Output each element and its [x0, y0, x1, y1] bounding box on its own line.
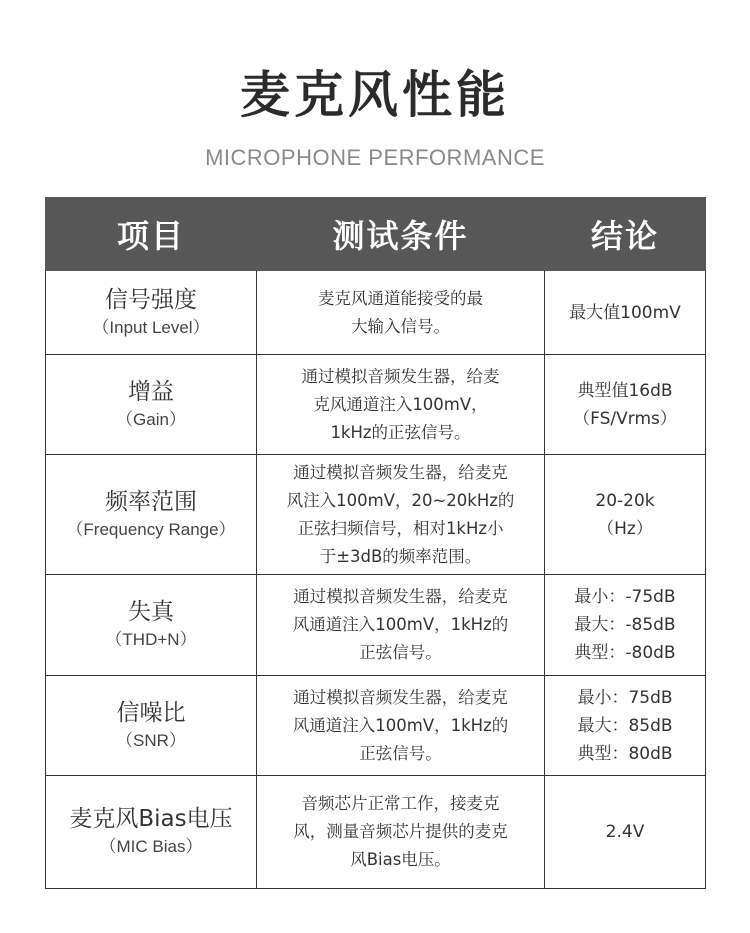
result-line: （FS/Vrms）: [573, 408, 677, 429]
condition-line: 通过模拟音频发生器，给麦克: [293, 587, 508, 606]
condition-cell: [257, 355, 545, 455]
item-en-name: （SNR）: [116, 730, 186, 750]
item-name: 频率范围: [105, 488, 197, 515]
table-row: [46, 776, 706, 889]
table-row: [46, 575, 706, 676]
item-cell: [46, 271, 257, 355]
item-name: 增益: [128, 378, 174, 405]
item-en-name: （Input Level）: [92, 317, 210, 337]
result-line: 2.4V: [605, 822, 645, 842]
result-line: 典型值16dB: [577, 380, 673, 401]
condition-line: 风注入100mV，20~20kHz的: [286, 490, 515, 510]
condition-line: 通过模拟音频发生器，给麦: [301, 366, 500, 386]
condition-cell: [257, 676, 545, 776]
condition-line: 正弦信号。: [359, 743, 442, 763]
page-title: 麦克风性能: [240, 66, 510, 124]
result-line: 典型：-80dB: [574, 643, 676, 663]
condition-line: 风通道注入100mV，1kHz的: [292, 615, 509, 634]
table-header-row: [46, 198, 706, 271]
condition-cell: [257, 575, 545, 676]
result-cell: [545, 676, 706, 776]
result-cell: [545, 776, 706, 889]
header-result: 结论: [545, 198, 706, 271]
result-cell: [545, 355, 706, 455]
item-name: 麦克风Bias电压: [69, 806, 233, 832]
page-subtitle: MICROPHONE PERFORMANCE: [205, 145, 545, 170]
condition-line: 于±3dB的频率范围。: [319, 546, 482, 566]
result-line: 最大：-85dB: [574, 615, 676, 635]
condition-line: 风Bias电压。: [350, 850, 451, 869]
condition-line: 通过模拟音频发生器，给麦克: [293, 462, 508, 482]
item-cell: [46, 676, 257, 776]
condition-line: 克风通道注入100mV，: [313, 394, 488, 414]
condition-line: 正弦信号。: [359, 643, 442, 662]
item-en-name: （MIC Bias）: [99, 837, 203, 856]
condition-line: 正弦扫频信号，相对1kHz小: [297, 518, 504, 538]
result-line: 最大：85dB: [577, 715, 673, 736]
item-cell: [46, 455, 257, 575]
item-name: 失真: [128, 599, 174, 625]
condition-cell: [257, 271, 545, 355]
item-cell: [46, 575, 257, 676]
item-name: 信号强度: [105, 286, 197, 313]
condition-line: 风通道注入100mV，1kHz的: [292, 715, 509, 735]
condition-line: 通过模拟音频发生器，给麦克: [293, 687, 508, 707]
result-cell: [545, 455, 706, 575]
result-line: 最小：-75dB: [574, 587, 676, 607]
performance-table: [45, 197, 706, 889]
table-row: [46, 271, 706, 355]
result-line: （Hz）: [597, 518, 653, 539]
result-line: 20-20k: [595, 490, 655, 511]
result-cell: [545, 271, 706, 355]
item-cell: [46, 355, 257, 455]
header-item: 项目: [46, 198, 257, 271]
condition-line: 音频芯片正常工作，接麦克: [301, 794, 500, 813]
condition-cell: [257, 776, 545, 889]
condition-line: 风，测量音频芯片提供的麦克: [293, 822, 508, 841]
result-line: 最小：75dB: [577, 687, 673, 708]
condition-line: 1kHz的正弦信号。: [330, 422, 471, 442]
item-en-name: （THD+N）: [105, 630, 197, 649]
table-row: [46, 676, 706, 776]
result-cell: [545, 575, 706, 676]
condition-line: 麦克风通道能接受的最: [318, 288, 483, 308]
item-en-name: （Frequency Range）: [66, 519, 236, 539]
result-line: 典型：80dB: [577, 743, 673, 764]
condition-cell: [257, 455, 545, 575]
header-condition: 测试条件: [257, 198, 545, 271]
result-line: 最大值100mV: [569, 302, 681, 323]
item-en-name: （Gain）: [116, 409, 186, 429]
table-row: [46, 455, 706, 575]
item-name: 信噪比: [116, 699, 186, 726]
item-cell: [46, 776, 257, 889]
table-row: [46, 355, 706, 455]
condition-line: 大输入信号。: [351, 316, 450, 336]
